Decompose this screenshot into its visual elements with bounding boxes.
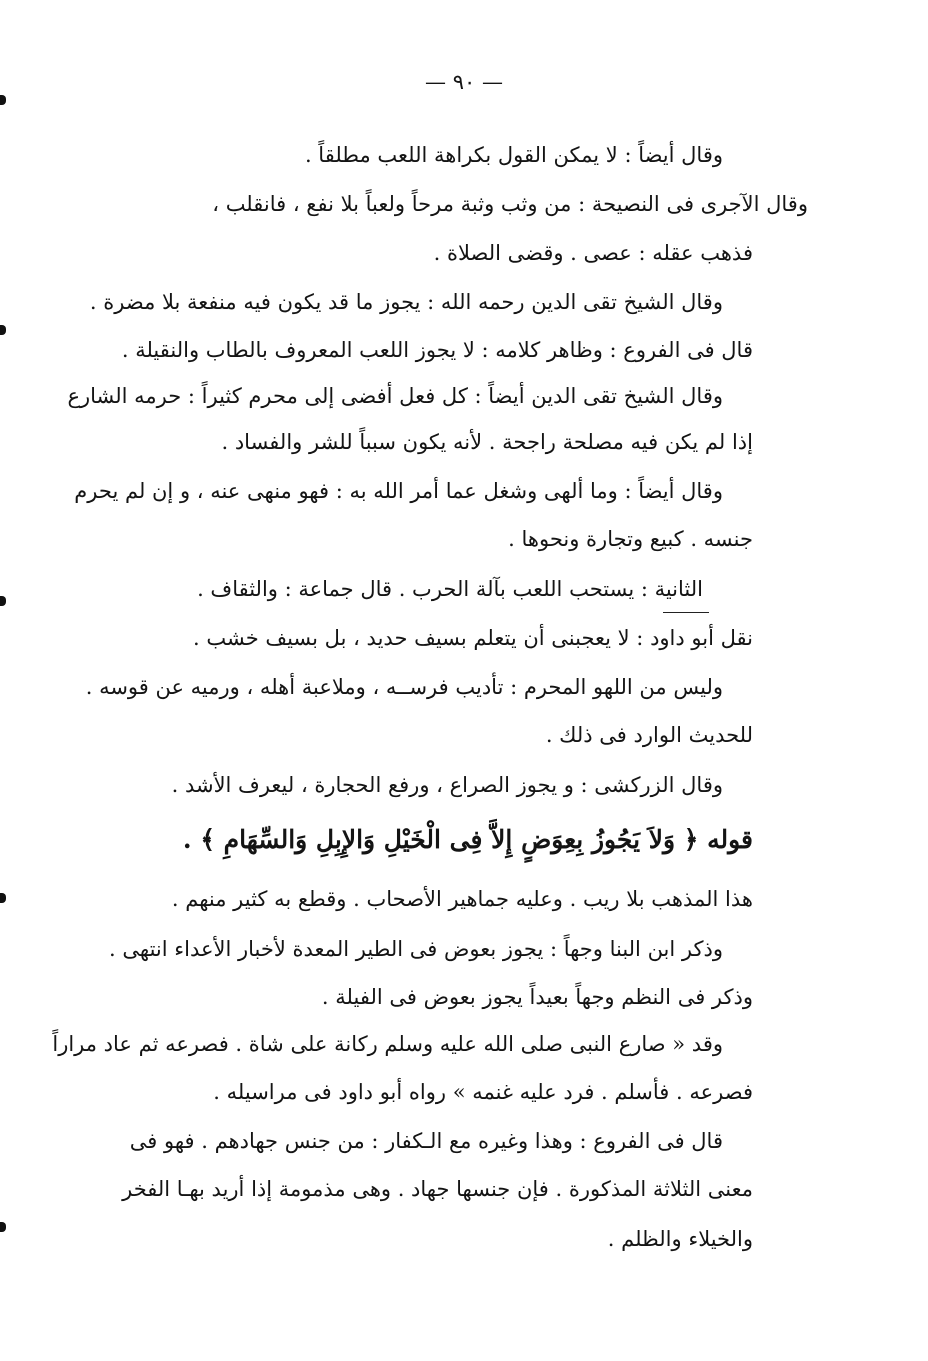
text-line-16: هذا المذهب بلا ريب . وعليه جماهير الأصحاب . وقطع به كثير منهم . bbox=[171, 887, 753, 911]
text-line-18: وذكر فى النظم وجهاً بعيداً يجوز بعوض فى الفيلة . bbox=[321, 985, 753, 1009]
scan-edge-mark bbox=[0, 95, 6, 105]
page-number: — ٩٠ — bbox=[425, 70, 503, 94]
text-line-19: وقد « صارع النبى صلى الله عليه وسلم ركانة على شاة . فصرعه ثم عاد مراراً bbox=[52, 1032, 723, 1056]
separator-mark bbox=[663, 612, 709, 613]
text-line-5: قال فى الفروع : وظاهر كلامه : لا يجوز اللعب المعروف بالطاب والنقيلة . bbox=[121, 338, 753, 362]
text-line-22: معنى الثلاثة المذكورة . فإن جنسها جهاد . وهى مذمومة إذا أريد بهـا الفخر bbox=[122, 1177, 753, 1201]
text-line-17: وذكر ابن البنا وجهاً : يجوز بعوض فى الطير المعدة لأخبار الأعداء انتهى . bbox=[109, 937, 723, 961]
text-line-4: وقال الشيخ تقى الدين رحمه الله : يجوز ما قد يكون فيه منفعة بلا مضرة . bbox=[89, 290, 723, 314]
text-line-8: وقال أيضاً : وما ألهى وشغل عما أمر الله به : فهو منهى عنه ، و إن لم يحرم bbox=[74, 479, 723, 503]
text-line-21: قال فى الفروع : وهذا وغيره مع الـكفار : من جنس جهادهم . فهو فى bbox=[129, 1129, 723, 1153]
text-line-20: فصرعه . فأسلم . فرد عليه غنمه » رواه أبو داود فى مراسيله . bbox=[213, 1080, 753, 1104]
text-line-7: إذا لم يكن فيه مصلحة راجحة . لأنه يكون سبباً للشر والفساد . bbox=[221, 430, 753, 454]
text-line-9: جنسه . كبيع وتجارة ونحوها . bbox=[508, 527, 753, 551]
text-line-11: نقل أبو داود : لا يعجبنى أن يتعلم بسيف حديد ، بل بسيف خشب . bbox=[192, 626, 753, 650]
text-line-1: وقال أيضاً : لا يمكن القول بكراهة اللعب مطلقاً . bbox=[304, 143, 723, 167]
page-number-header bbox=[0, 70, 928, 94]
scan-edge-mark bbox=[0, 596, 6, 606]
text-line-23: والخيلاء والظلم . bbox=[607, 1227, 753, 1251]
text-line-13: للحديث الوارد فى ذلك . bbox=[545, 723, 753, 747]
text-line-14: وقال الزركشى : و يجوز الصراع ، ورفع الحجارة ، ليعرف الأشد . bbox=[171, 773, 723, 797]
quoted-verse-line: قوله ﴿ وَلاَ يَجُوزُ بِعِوَضٍ إِلاَّ فِى الْخَيْلِ وَالإِبِلِ وَالسِّهَامِ ﴾ . bbox=[182, 825, 753, 854]
text-line-12: وليس من اللهو المحرم : تأديب فرســه ، وملاعبة أهله ، ورميه عن قوسه . bbox=[85, 675, 723, 699]
scan-edge-mark bbox=[0, 1222, 6, 1232]
text-line-10: الثانية : يستحب اللعب بآلة الحرب . قال جماعة : والثقاف . bbox=[197, 577, 703, 601]
scan-edge-mark bbox=[0, 893, 6, 903]
text-line-3: فذهب عقله : عصى . وقضى الصلاة . bbox=[433, 241, 753, 265]
text-line-6: وقال الشيخ تقى الدين أيضاً : كل فعل أفضى إلى محرم كثيراً : حرمه الشارع bbox=[67, 384, 723, 408]
scan-edge-mark bbox=[0, 325, 6, 335]
text-line-2: وقال الآجرى فى النصيحة : من وثب وثبة مرحاً ولعباً بلا نفع ، فانقلب ، bbox=[212, 192, 808, 216]
